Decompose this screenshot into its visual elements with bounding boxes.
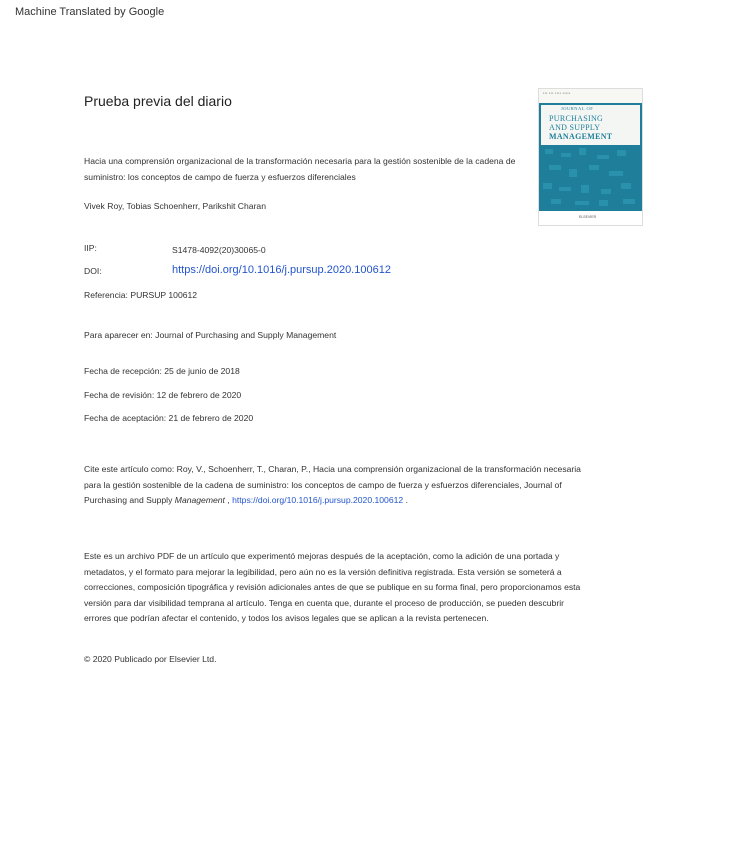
revised-date: Fecha de revisión: 12 de febrero de 2020 (84, 390, 242, 400)
cover-title-line2: AND SUPPLY (549, 123, 601, 132)
received-date: Fecha de recepción: 25 de junio de 2018 (84, 366, 240, 376)
authors: Vivek Roy, Tobias Schoenherr, Parikshit Charan (84, 201, 266, 211)
cite-journal-italic: Management (174, 495, 225, 505)
cite-end: . (403, 495, 408, 505)
cite-journal-text: Purchasing and Supply (84, 495, 175, 505)
cite-separator: , (224, 495, 233, 505)
cite-paragraph (84, 462, 644, 509)
accepted-date: Fecha de aceptación: 21 de febrero de 2020 (84, 413, 254, 423)
cover-topbar: ▪▪▪ ▪▪▪ ▪▪▪▪ ▪▪▪▪▪ (543, 91, 571, 95)
cover-title-line1: PURCHASING (549, 114, 604, 123)
notice-line2: metadatos, y el formato para mejorar la legibilidad, pero aún no es la versión definitiva registrada. Esta versión se someterá a (84, 566, 562, 577)
notice-paragraph (84, 549, 664, 627)
journal-cover-image (538, 88, 643, 226)
cite-line3 (84, 493, 644, 509)
pii-value: S1478-4092(20)30065-0 (172, 245, 266, 255)
doi-link[interactable]: https://doi.org/10.1016/j.pursup.2020.100612 (172, 264, 391, 276)
cover-publisher: ELSEVIER (579, 215, 597, 219)
cite-line1: Cite este artículo como: Roy, V., Schoenherr, T., Charan, P., Hacia una comprensión organizacional de la transformación necesaria (84, 464, 581, 474)
cover-title-line3: MANAGEMENT (549, 132, 613, 141)
notice-line1: Este es un archivo PDF de un artículo que experimentó mejoras después de la aceptación, como la adición de una portada y (84, 551, 560, 561)
appear-in: Para aparecer en: Journal of Purchasing and Supply Management (84, 330, 337, 340)
cite-line2: para la gestión sostenible de la cadena de suministro: los conceptos de campo de fuerza y esfuerzos diferenciales, Journal of (84, 479, 562, 490)
notice-line3: correcciones, composición tipográfica y revisión adicionales antes de que se publique en su forma final, pero proporcionamos esta (84, 582, 581, 592)
reference: Referencia: PURSUP 100612 (84, 290, 198, 300)
cover-pattern (539, 145, 642, 211)
notice-line5: errores que podrían afectar el contenido, y todos los avisos legales que se aplican a la revista pertenecen. (84, 613, 489, 623)
pii-label: IIP: (84, 243, 97, 253)
cover-journal-small: JOURNAL OF (561, 106, 594, 111)
page-heading: Prueba previa del diario (84, 93, 232, 109)
cite-doi-link[interactable]: https://doi.org/10.1016/j.pursup.2020.100612 (232, 495, 404, 505)
notice-line4: versión para dar visibilidad temprana al artículo. Tenga en cuenta que, durante el proceso de producción, se pueden descubrir (84, 597, 564, 608)
copyright: © 2020 Publicado por Elsevier Ltd. (84, 654, 217, 664)
paper-title: Hacia una comprensión organizacional de la transformación necesaria para la gestión sostenible de la cadena de suministro: los conceptos de campo de fuerza y esfuerzos diferenciales (84, 156, 516, 182)
doi-label: DOI: (84, 266, 102, 276)
machine-translation-banner: Machine Translated by Google (15, 6, 165, 18)
